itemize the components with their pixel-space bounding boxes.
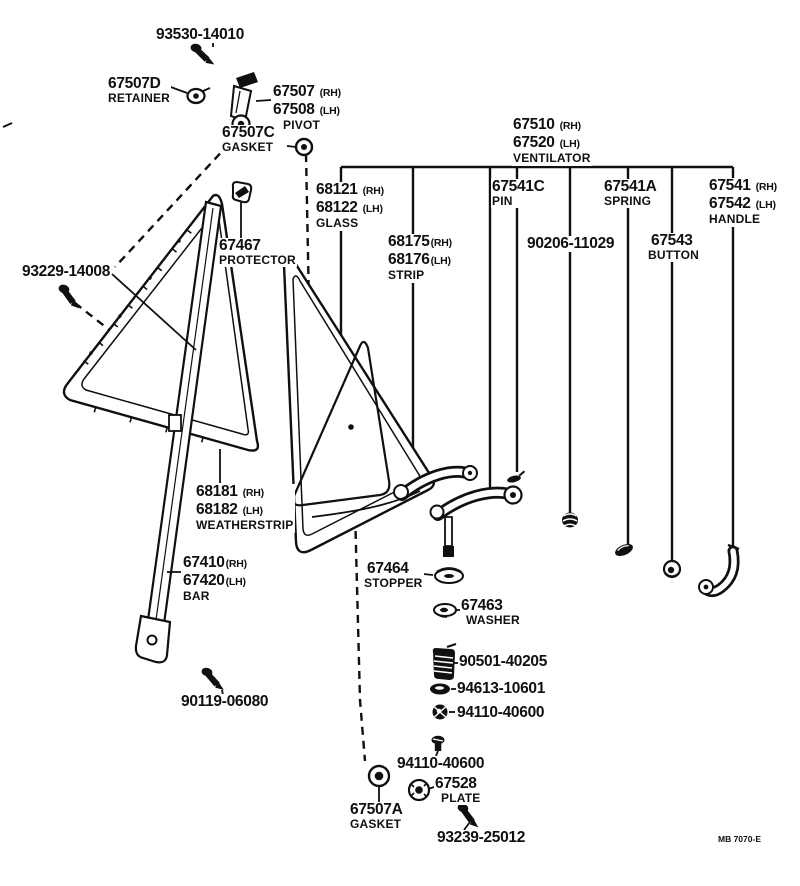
side-indicator: (RH) <box>755 181 777 193</box>
push-nut-icon <box>433 705 448 720</box>
part-label-67507-pivot <box>272 84 342 133</box>
part-label-68181-weatherstrip <box>195 484 295 533</box>
protector-clip-icon <box>233 182 251 202</box>
part-caption: GASKET <box>350 816 402 831</box>
side-indicator: (LH) <box>319 104 340 117</box>
part-label-94613 <box>456 681 546 697</box>
side-indicator: (RH) <box>362 185 384 197</box>
part-number: 67508 <box>273 100 315 118</box>
retainer-grommet-icon <box>188 88 211 103</box>
gasket-ring-icon <box>296 139 312 155</box>
part-caption: SPRING <box>604 193 652 208</box>
part-number: 68182 <box>196 500 238 518</box>
side-indicator: (RH) <box>242 487 264 499</box>
part-number: 94613-10601 <box>457 680 546 697</box>
part-caption: VENTILATOR <box>513 151 591 165</box>
part-label-93229 <box>21 264 111 280</box>
part-caption: PROTECTOR <box>219 252 296 267</box>
part-caption: PLATE <box>441 790 481 805</box>
part-number: 90206-11029 <box>527 235 615 252</box>
spring-icon <box>562 513 578 528</box>
part-label-68121-glass <box>315 182 385 231</box>
part-label-67410-bar <box>182 555 248 604</box>
part-number: 90119-06080 <box>181 693 269 710</box>
side-indicator: (RH) <box>319 87 341 99</box>
pin-screw-icon <box>506 471 526 484</box>
part-number: 93239-25012 <box>437 829 526 846</box>
part-number: 67507 <box>273 83 315 100</box>
part-label-67507a-gasket <box>349 802 404 831</box>
part-number: 67528 <box>435 775 477 792</box>
part-number: 67520 <box>513 133 555 151</box>
side-indicator: (LH) <box>225 575 246 588</box>
gasket-grommet-icon <box>369 766 389 786</box>
part-caption: BUTTON <box>648 247 699 262</box>
side-indicator: (LH) <box>755 198 776 211</box>
part-number: 67541C <box>492 178 545 195</box>
side-indicator: (LH) <box>430 254 451 267</box>
part-number: 67543 <box>651 232 693 249</box>
part-label-93530 <box>155 27 245 43</box>
part-number: 68122 <box>316 198 358 216</box>
part-label-67463-washer <box>460 598 521 627</box>
knob-icon <box>664 561 680 577</box>
side-indicator: (LH) <box>559 137 580 150</box>
part-label-94110-b <box>396 756 485 772</box>
part-label-67528-plate <box>434 776 481 805</box>
washer-icon <box>434 604 456 617</box>
side-indicator: (RH) <box>559 120 581 132</box>
part-label-90119 <box>180 694 269 710</box>
vent-frame <box>64 195 258 451</box>
part-number: 94110-40600 <box>457 704 545 721</box>
part-number: 67541A <box>604 178 657 195</box>
speed-nut-icon <box>430 684 450 695</box>
vent-arm-lower <box>431 487 522 558</box>
side-indicator: (LH) <box>362 202 383 215</box>
side-indicator: (RH) <box>430 237 452 249</box>
button-icon <box>613 542 634 559</box>
rivet-icon <box>433 644 456 680</box>
part-label-67510-ventilator <box>512 117 592 166</box>
part-caption: GASKET <box>222 139 274 154</box>
small-screw-icon <box>432 736 445 751</box>
part-caption: BAR <box>183 589 210 603</box>
part-number: 68176 <box>388 250 430 268</box>
part-number: 67464 <box>367 560 409 577</box>
weatherstrip-frame <box>284 259 434 552</box>
part-caption: STRIP <box>388 268 425 282</box>
part-label-94110-a <box>456 705 545 721</box>
plate-washer-icon <box>409 780 429 800</box>
part-label-67507d-retainer <box>107 76 171 105</box>
part-number: 67507C <box>222 124 275 141</box>
part-caption: GLASS <box>316 216 359 230</box>
part-label-67543-button <box>650 233 700 262</box>
part-caption: PIVOT <box>283 118 321 132</box>
part-number: 68121 <box>316 181 358 198</box>
arm-pin <box>445 517 452 546</box>
part-label-67541-handle <box>708 178 778 227</box>
part-label-90206 <box>526 236 615 252</box>
side-indicator: (LH) <box>242 504 263 517</box>
page-code: MB 7070-E <box>718 834 761 844</box>
part-caption: RETAINER <box>108 90 171 105</box>
screw-icon <box>54 283 85 308</box>
part-caption: STOPPER <box>364 575 423 590</box>
glass-pivot-hole <box>348 424 354 430</box>
part-label-67541c-pin <box>491 179 546 208</box>
part-label-68175-strip <box>387 234 453 283</box>
part-number: 67467 <box>219 237 261 254</box>
part-label-67467-protector <box>218 238 297 267</box>
part-number: 68175 <box>388 233 430 250</box>
part-label-67507c-gasket <box>221 125 276 154</box>
stopper-icon <box>435 569 463 584</box>
part-number: 67507D <box>108 75 161 92</box>
part-label-67541a-spring <box>603 179 658 208</box>
part-caption: WASHER <box>466 612 520 627</box>
part-number: 67542 <box>709 194 751 212</box>
part-number: 67420 <box>183 571 225 589</box>
part-number: 67463 <box>461 597 503 614</box>
part-number: 67510 <box>513 116 555 133</box>
screw-icon <box>198 667 228 690</box>
part-number: 94110-40600 <box>397 755 485 772</box>
part-number: 68181 <box>196 483 238 500</box>
part-number: 93530-14010 <box>156 26 245 43</box>
side-indicator: (RH) <box>225 558 247 570</box>
handle-icon <box>699 545 739 594</box>
part-label-67464-stopper <box>366 561 424 590</box>
part-number: 67410 <box>183 554 225 571</box>
part-caption: PIN <box>492 193 513 208</box>
part-number: 93229-14008 <box>22 263 111 280</box>
part-number: 67541 <box>709 177 751 194</box>
part-caption: HANDLE <box>709 212 761 226</box>
part-number: 90501-40205 <box>459 653 548 670</box>
part-label-90501 <box>458 654 548 670</box>
part-number: 67507A <box>350 801 403 818</box>
part-caption: WEATHERSTRIP <box>196 518 294 532</box>
part-label-93239 <box>436 830 526 846</box>
